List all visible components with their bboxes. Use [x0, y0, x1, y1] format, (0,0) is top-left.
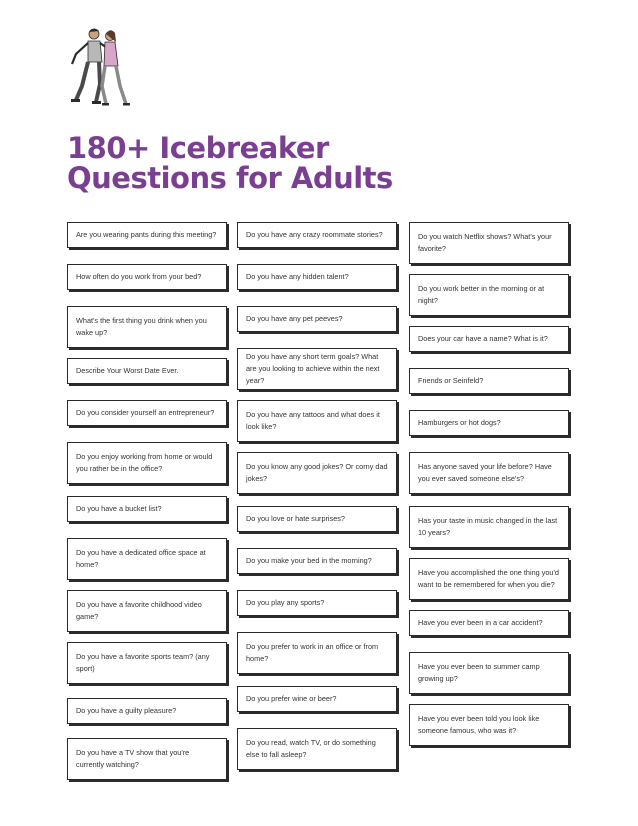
question-card [409, 558, 569, 600]
question-text: What's the first thing you drink when you wake up? [76, 316, 207, 337]
question-text: Have you accomplished the one thing you'd want to be remembered for when you die? [418, 568, 559, 589]
question-card [237, 306, 397, 332]
question-text: Do you have a bucket list? [76, 504, 162, 513]
question-card [67, 642, 227, 684]
question-text: Do you read, watch TV, or do something else to fall asleep? [246, 738, 376, 759]
question-card [237, 264, 397, 290]
question-card [67, 358, 227, 384]
question-card [409, 222, 569, 264]
page-title: 180+ Icebreaker Questions for Adults [67, 131, 393, 195]
question-card [237, 548, 397, 574]
question-text: Do you work better in the morning or at night? [418, 284, 545, 305]
question-card [409, 610, 569, 636]
question-text: Do you have any crazy roommate stories? [246, 230, 383, 239]
question-text: Do you make your bed in the morning? [246, 556, 372, 565]
question-card [409, 652, 569, 694]
question-text: Do you have a favorite sports team? (any sport) [76, 652, 210, 673]
question-text: Has anyone saved your life before? Have you ever saved someone else's? [418, 462, 552, 483]
question-text: Do you consider yourself an entrepreneur? [76, 408, 215, 417]
question-text: Do you enjoy working from home or would you rather be in the office? [76, 452, 213, 473]
question-text: Have you ever been told you look like someone famous, who was it? [418, 714, 540, 735]
question-card [237, 728, 397, 770]
question-card [67, 496, 227, 522]
question-card [67, 264, 227, 290]
question-text: Does your car have a name? What is it? [418, 334, 548, 343]
question-card [409, 274, 569, 316]
question-card [67, 400, 227, 426]
question-text: Do you have any tattoos and what does it look like? [246, 410, 380, 431]
question-text: Have you ever been in a car accident? [418, 618, 543, 627]
question-card [409, 326, 569, 352]
question-card [237, 686, 397, 712]
question-card [237, 222, 397, 248]
question-text: Do you watch Netflix shows? What's your favorite? [418, 232, 552, 253]
question-text: Do you have any hidden talent? [246, 272, 349, 281]
question-text: Do you have any short term goals? What are you looking to achieve within the next year? [246, 352, 380, 385]
question-text: Has your taste in music changed in the last 10 years? [418, 516, 558, 537]
question-card [409, 452, 569, 494]
question-card [237, 632, 397, 674]
question-card [409, 506, 569, 548]
question-card [409, 704, 569, 746]
question-card [409, 368, 569, 394]
couple-dancing-illustration [66, 24, 136, 108]
question-card [237, 348, 397, 390]
question-card [67, 222, 227, 248]
question-card [67, 538, 227, 580]
question-text: Are you wearing pants during this meeting? [76, 230, 217, 239]
question-card [237, 590, 397, 616]
question-text: Describe Your Worst Date Ever. [76, 366, 179, 375]
question-text: Do you have a dedicated office space at home? [76, 548, 206, 569]
question-card [409, 410, 569, 436]
question-card [67, 738, 227, 780]
question-text: Do you have a TV show that you're currently watching? [76, 748, 190, 769]
question-card [67, 306, 227, 348]
question-card [67, 442, 227, 484]
question-text: Hamburgers or hot dogs? [418, 418, 501, 427]
question-text: Do you have a guilty pleasure? [76, 706, 177, 715]
question-card [237, 506, 397, 532]
question-card [67, 698, 227, 724]
question-text: Do you know any good jokes? Or corny dad jokes? [246, 462, 388, 483]
question-text: Have you ever been to summer camp growing up? [418, 662, 540, 683]
question-text: Friends or Seinfeld? [418, 376, 484, 385]
question-card [67, 590, 227, 632]
question-text: Do you have any pet peeves? [246, 314, 343, 323]
question-text: Do you play any sports? [246, 598, 325, 607]
question-text: Do you love or hate surprises? [246, 514, 345, 523]
question-card [237, 452, 397, 494]
question-text: Do you prefer wine or beer? [246, 694, 337, 703]
question-text: Do you prefer to work in an office or from home? [246, 642, 379, 663]
question-text: Do you have a favorite childhood video game? [76, 600, 202, 621]
question-card [237, 400, 397, 442]
question-text: How often do you work from your bed? [76, 272, 202, 281]
